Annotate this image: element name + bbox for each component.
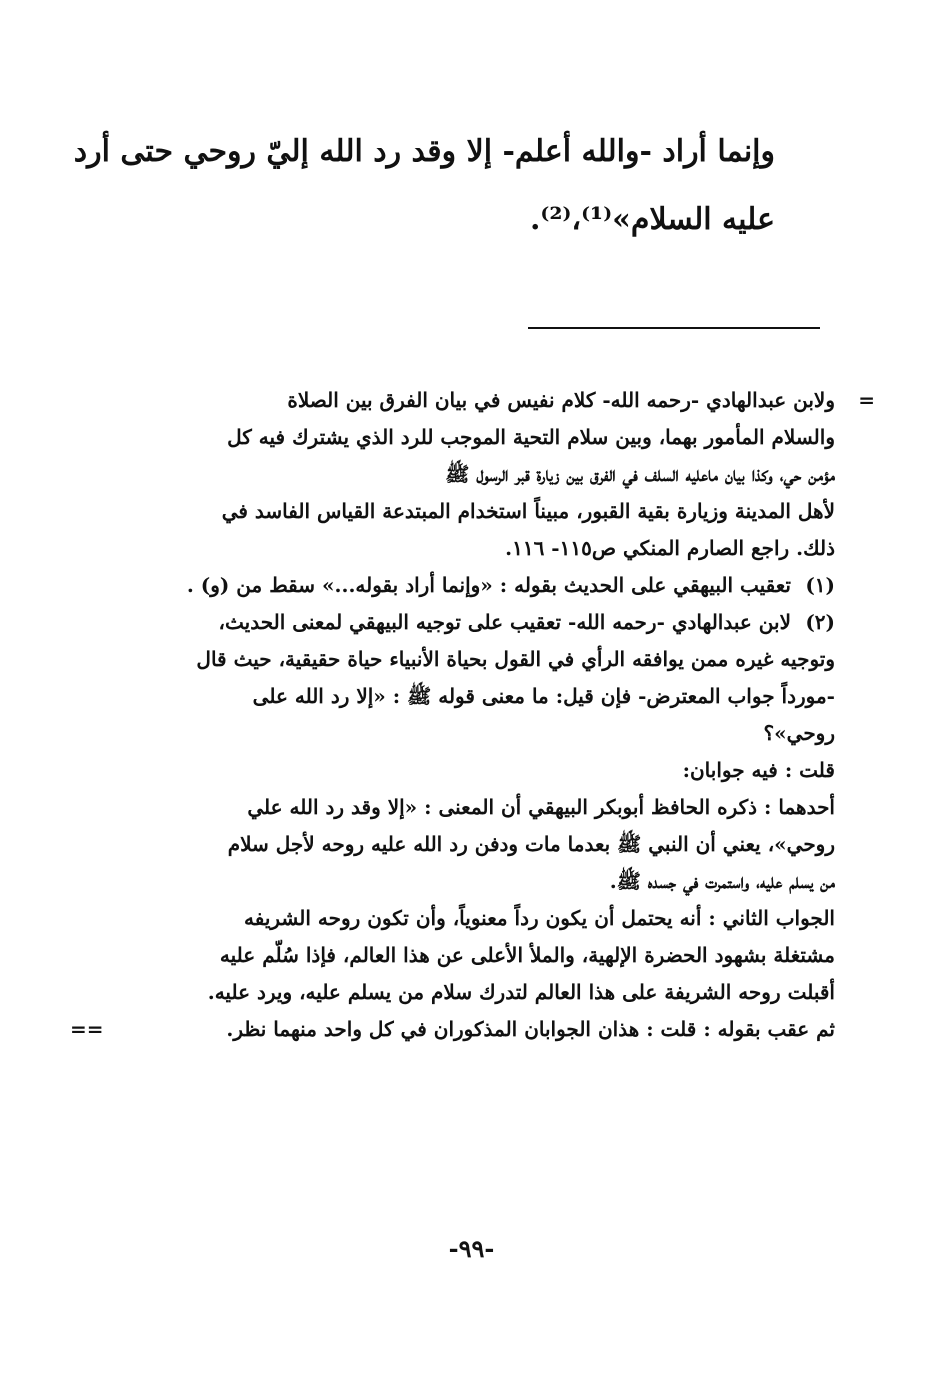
footnote-2-line: أحدهما : ذكره الحافظ أبوبكر البيهقي أن المعنى : «إلا وقد رد الله علي <box>247 795 835 819</box>
footnote-continuation-line <box>120 382 875 419</box>
footnote-2-line: مشتغلة بشهود الحضرة الإلهية، والملأ الأعلى عن هذا العالم، فإذا سُلّم عليه <box>219 943 835 967</box>
footnote-2-line: أقبلت روحه الشريفة على هذا العالم لتدرك سلام من يسلم عليه، ويرد عليه. <box>207 980 835 1004</box>
footnote-2-line: روحي»؟ <box>763 721 835 745</box>
footnote-2-line: قلت : فيه جوابان: <box>682 758 835 782</box>
footnote-1-marker: (١) <box>805 573 835 597</box>
footnote-1-text: تعقيب البيهقي على الحديث بقوله : «وإنما أراد بقوله...» سقط من (و) . <box>186 573 791 597</box>
main-text-line: عليه السلام»⁽¹⁾،⁽²⁾. <box>529 202 775 237</box>
footnote-2-line: من يسلم عليه، واستمرت في جسده ﷺ. <box>609 869 835 893</box>
footnote-2-line: الجواب الثاني : أنه يحتمل أن يكون رداً معنوياً، وأن تكون روحه الشريفه <box>243 906 835 930</box>
footnote-2-line: وتوجيه غيره ممن يوافقه الرأي في القول بحياة الأنبياء حياة حقيقية، حيث قال <box>196 647 835 671</box>
footnote-continuation-line: ذلك. راجع الصارم المنكي ص١١٥- ١١٦. <box>505 536 835 560</box>
footnote-2-line: -مورداً جواب المعترض- فإن قيل: ما معنى قوله ﷺ : «إلا رد الله على <box>252 684 835 708</box>
footnote-2-marker: (٢) <box>805 610 835 634</box>
footnote-continuation-line: مؤمن حي، وكذا بيان ماعليه السلف في الفرق بين زيارة قبر الرسول ﷺ <box>445 462 835 486</box>
footnotes-block <box>70 382 875 1048</box>
main-text-line: وإنما أراد -والله أعلم- إلا وقد رد الله إليّ روحي حتى أرد <box>73 134 775 169</box>
footnote-continuation-line: لأهل المدينة وزيارة بقية القبور، مبيناً استخدام المبتدعة القياس الفاسد في <box>221 499 835 523</box>
continuation-marker-start: = <box>858 388 875 412</box>
page-number: -٩٩- <box>448 1234 495 1263</box>
continuation-marker-end: == <box>70 1017 104 1041</box>
footnote-text: ولابن عبدالهادي -رحمه الله- كلام نفيس في بيان الفرق بين الصلاة <box>287 388 835 412</box>
footnote-2 <box>120 604 835 641</box>
footnote-2-line: روحي»، يعني أن النبي ﷺ بعدما مات ودفن رد الله عليه روحه لأجل سلام <box>227 832 835 856</box>
footnote-divider <box>528 327 820 329</box>
footnote-2-last-line <box>70 1011 835 1048</box>
footnote-continuation-line: والسلام المأمور بهما، وبين سلام التحية الموجب للرد الذي يشترك فيه كل <box>227 425 835 449</box>
main-text-block <box>73 118 775 254</box>
footnote-2-text: لابن عبدالهادي -رحمه الله- تعقيب على توجيه البيهقي لمعنى الحديث، <box>218 610 791 634</box>
footnote-text: ثم عقب بقوله : قلت : هذان الجوابان المذكوران في كل واحد منهما نظر. <box>226 1017 835 1041</box>
footnote-1 <box>120 567 835 604</box>
